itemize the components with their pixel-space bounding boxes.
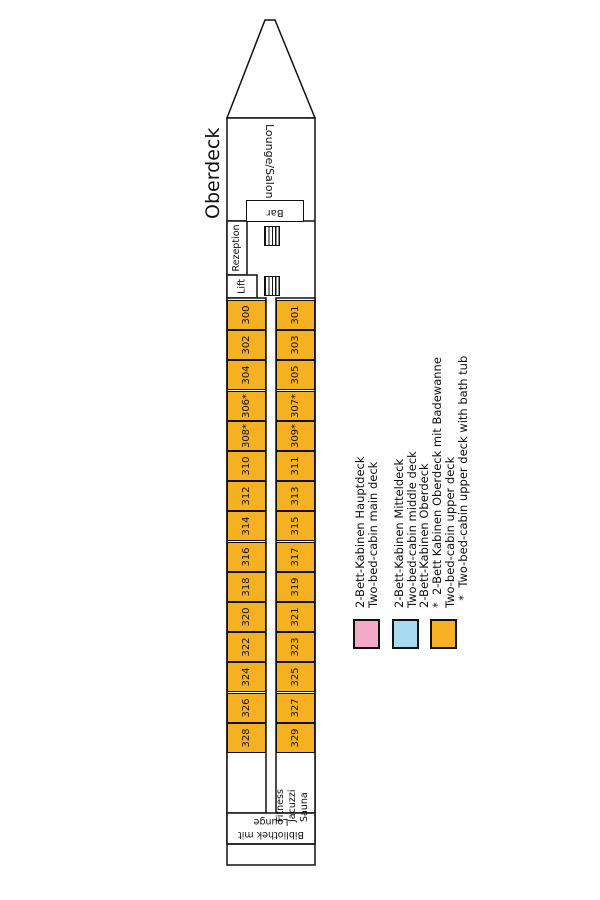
cabin-number: 315 (289, 516, 301, 536)
lounge-salon-label: Lounge/Salon (263, 124, 276, 199)
legend-text: 2-Bett-Kabinen Oberdeck * 2-Bett Kabinen Oberdeck mit Badewanne Two-bed-cabin upper deck * Two-bed-cabin upper deck with bath tub (417, 355, 470, 608)
cabin-302[interactable] (227, 330, 266, 360)
bar-box (246, 200, 304, 222)
cabin-number: 326 (240, 698, 252, 718)
cabin-314[interactable] (227, 511, 266, 541)
cabin-number: 321 (289, 607, 301, 627)
cabin-328[interactable] (227, 723, 266, 753)
cabin-300[interactable] (227, 300, 266, 330)
legend-text: 2-Bett-Kabinen Mitteldeck Two-bed-cabin middle deck (392, 451, 419, 608)
fitness-jacuzzi-sauna-label: Fitness Jacuzzi Sauna (275, 789, 310, 822)
cabin-number: 308* (240, 423, 252, 448)
cabin-305[interactable] (276, 360, 315, 390)
cabin-306-bathtub[interactable] (227, 391, 266, 421)
cabin-number: 304 (240, 365, 252, 385)
cabin-320[interactable] (227, 602, 266, 632)
cabin-number: 305 (289, 365, 301, 385)
cabin-number: 324 (240, 667, 252, 687)
cabin-number: 320 (240, 607, 252, 627)
cabin-324[interactable] (227, 662, 266, 692)
cabin-311[interactable] (276, 451, 315, 481)
cabin-number: 329 (289, 728, 301, 748)
cabin-313[interactable] (276, 481, 315, 511)
stairs-icon (264, 226, 280, 246)
cabin-303[interactable] (276, 330, 315, 360)
cabin-number: 303 (289, 335, 301, 355)
cabin-number: 310 (240, 456, 252, 476)
cabin-304[interactable] (227, 360, 266, 390)
cabin-326[interactable] (227, 693, 266, 723)
cabin-321[interactable] (276, 602, 315, 632)
rezeption-label: Rezeption (231, 224, 242, 272)
lift-label: Lift (236, 279, 248, 294)
cabin-number: 301 (289, 305, 301, 325)
bow-outline (227, 20, 315, 118)
cabin-number: 328 (240, 728, 252, 748)
cabin-number: 323 (289, 637, 301, 657)
cabin-307-bathtub[interactable] (276, 391, 315, 421)
cabin-312[interactable] (227, 481, 266, 511)
cabin-323[interactable] (276, 632, 315, 662)
cabin-329[interactable] (276, 723, 315, 753)
cabin-318[interactable] (227, 572, 266, 602)
cabin-322[interactable] (227, 632, 266, 662)
bar-label: Bar (266, 207, 284, 218)
cabin-316[interactable] (227, 542, 266, 572)
cabin-310[interactable] (227, 451, 266, 481)
cabin-number: 306* (240, 393, 252, 418)
legend-text: 2-Bett-Kabinen Hauptdeck Two-bed-cabin main deck (353, 456, 380, 608)
cabin-number: 325 (289, 667, 301, 687)
cabin-327[interactable] (276, 693, 315, 723)
cabin-number: 322 (240, 637, 252, 657)
cabin-309-bathtub[interactable] (276, 421, 315, 451)
cabin-number: 309* (289, 423, 301, 448)
cabin-number: 300 (240, 305, 252, 325)
cabin-325[interactable] (276, 662, 315, 692)
cabin-number: 327 (289, 698, 301, 718)
cabin-number: 302 (240, 335, 252, 355)
cabin-number: 316 (240, 547, 252, 567)
cabin-number: 313 (289, 486, 301, 506)
cabin-number: 319 (289, 577, 301, 597)
cabin-number: 314 (240, 516, 252, 536)
cabin-308-bathtub[interactable] (227, 421, 266, 451)
cabin-number: 311 (289, 456, 301, 476)
cabin-number: 312 (240, 486, 252, 506)
deck-title: Oberdeck (202, 127, 224, 219)
legend-swatch (392, 619, 419, 649)
cabin-number: 307* (289, 393, 301, 418)
stairs-icon (264, 276, 280, 296)
cabin-319[interactable] (276, 572, 315, 602)
cabin-301[interactable] (276, 300, 315, 330)
legend-swatch (353, 619, 380, 649)
cabin-317[interactable] (276, 542, 315, 572)
legend-swatch (430, 619, 457, 649)
cabin-number: 317 (289, 547, 301, 567)
cabin-number: 318 (240, 577, 252, 597)
cabin-315[interactable] (276, 511, 315, 541)
bibliothek-label: Bibliothek mit Lounge (238, 816, 305, 840)
